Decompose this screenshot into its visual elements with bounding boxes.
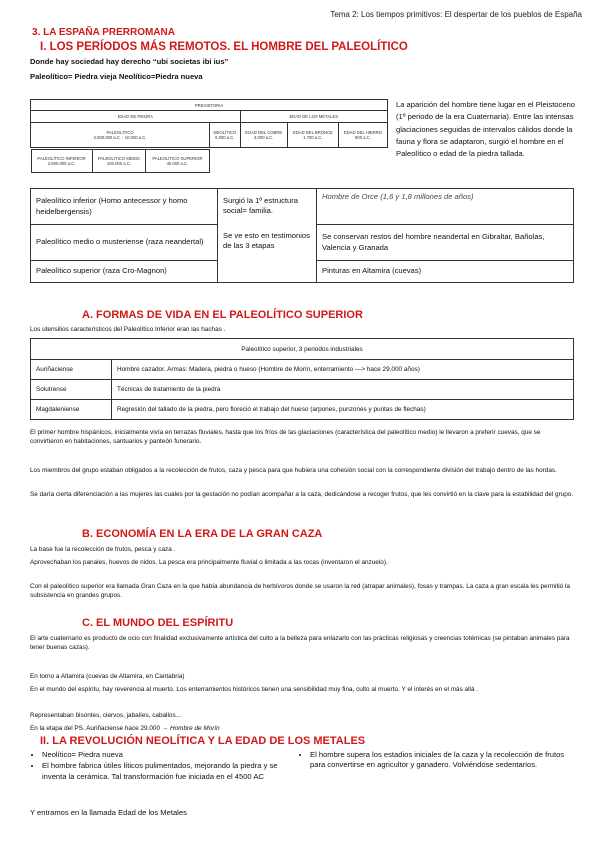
timeline-paleo-superior: PALEOLÍTICO SUPERIOR 40.000 a.C. (146, 150, 209, 173)
timeline-paleo-subdivisions (31, 147, 210, 175)
timeline-paleolithic: PALEOLÍTICO 2.500.000 a.C. - 10.000 a.C. (31, 122, 210, 147)
section-a-intro: Los utensilios característicos del Paleolítico Inferior eran las hachas . (30, 326, 226, 333)
industry-solutrean-desc: Técnicas de tratamiento de la piedra (112, 380, 574, 400)
section-b-line-2: Aprovechaban los panales, huevos de nidos. La pesca era principalmente fluvial o limitada a las rocas (inventaron el anzuelo). (30, 559, 388, 566)
neolithic-bullet-3: • El hombre supera los estadios iniciales de la caza y la recolección de frutos para convertirse en agricultor y ganadero. Volviéndose sedentarios. (310, 750, 578, 771)
timeline-neolithic: NEOLÍTICO 6.000 a.C. (210, 122, 240, 147)
industry-solutrean: Solutrense (31, 380, 112, 400)
section-a-title: A. FORMAS DE VIDA EN EL PALEOLÍTICO SUPERIOR (82, 309, 363, 321)
intro-line-1: Donde hay sociedad hay derecho “ubi societas ibi ius” (30, 57, 229, 66)
timeline-iron: EDAD DEL HIERRO 800 a.C. (338, 122, 387, 147)
timeline-paleo-medio: PALEOLÍTICO MEDIO 100.000 a.C. (92, 150, 146, 173)
section-1-title: I. LOS PERÍODOS MÁS REMOTOS. EL HOMBRE DEL PALEOLÍTICO (40, 41, 408, 53)
remains-superior: Pinturas en Altamira (cuevas) (317, 261, 574, 283)
closing-line: Y entramos en la llamada Edad de los Metales (30, 808, 187, 817)
section-b-title: B. ECONOMÍA EN LA ERA DE LA GRAN CAZA (82, 528, 323, 540)
intro-line-2: Paleolítico= Piedra vieja Neolítico=Piedra nueva (30, 72, 203, 81)
industries-title: Paleolítico superior, 3 periodos industriales (31, 339, 574, 360)
remains-inferior: Hombre de Orce (1,6 y 1,8 millones de años) (317, 189, 574, 225)
section-2-title: II. LA REVOLUCIÓN NEOLÍTICA Y LA EDAD DE LOS METALES (40, 735, 366, 747)
neolithic-right-list (296, 750, 578, 772)
industry-aurignacian: Auriñaciense (31, 360, 112, 380)
page-header: Tema 2: Los tiempos primitivos: El despertar de los pueblos de España (330, 10, 582, 19)
period-inferior: Paleolítico inferior (Homo antecessor y homo heidelbergensis) (31, 189, 218, 225)
neolithic-bullet-2: • El hombre fabrica útiles líticos pulimentados, mejorando la piedra y se inventa la cerámica. Tal transformación fue iniciada en el 4500 AC (42, 761, 284, 782)
social-structure-note: Surgió la 1º estructura social= familia. Se ve esto en testimonios de las 3 etapas (218, 189, 317, 283)
pleistocene-note: La aparición del hombre tiene lugar en el Pleistoceno (1º periodo de la era Cuaternaria). Entre las intensas glaciaciones seguidas de intervalos cálidos donde la fauna y flora se adaptaron, surgió el hombre en el Paleolítico o edad de la piedra tallada. (396, 100, 575, 159)
timeline-metal-age: EDAD DE LOS METALES (240, 111, 387, 122)
timeline-bronze: EDAD DEL BRONCE 1.700 a.C. (287, 122, 338, 147)
period-medio: Paleolítico medio o musteriense (raza neandertal) (31, 225, 218, 261)
prehistory-timeline (30, 99, 388, 175)
industry-aurignacian-desc: Hombre cazador. Armas: Madera, piedra o hueso (Hombre de Morín, enterramiento —> hace 29.000 años) (112, 360, 574, 380)
industry-magdalenian: Magdaleniense (31, 400, 112, 420)
periods-table (30, 188, 574, 283)
period-superior: Paleolítico superior (raza Cro-Magnon) (31, 261, 218, 283)
section-c-line-3: Representaban bisontes, ciervos, jabalíes, caballos… (30, 712, 183, 719)
main-title: 3. LA ESPAÑA PRERROMANA (32, 27, 175, 38)
timeline-title: PREHISTORIA (31, 100, 388, 111)
industries-table (30, 338, 574, 420)
section-a-paragraph-3: Se daría cierta diferenciación a las mujeres las cuales por la gestación no podían acompañar a la caza, dedicándose a recoger frutos, que les convirtió en la clave para la estabilidad del grupo. (30, 491, 574, 498)
section-c-paragraph-1: El arte cuaternario es producto de ocio con finalidad exclusivamente artística del culto a la belleza para enlazarlo con las prácticas religiosas y creencias totémicas (se pintaban animales para tener buenas cazas). (30, 635, 570, 652)
timeline-copper: EDAD DEL COBRE 3.000 a.C. (240, 122, 287, 147)
remains-medio: Se conservan restos del hombre neandertal en Gibraltar, Bañolas, Valencia y Granada (317, 225, 574, 261)
section-a-paragraph-2: Los miembros del grupo estaban obligados a la recolección de frutos, caza y pesca para que hubiera una cohesión social con la correspondiente división del trabajo dentro de las hordas. (30, 467, 557, 474)
timeline-stone-age: EDAD DE PIEDRA (31, 111, 241, 122)
neolithic-bullet-1: • Neolítico= Piedra nueva (42, 750, 284, 760)
section-c-line-4: En la etapa del PS. Auriñaciense hace 29.000 → Hombre de Morín (30, 725, 220, 732)
industry-magdalenian-desc: Regresión del tallado de la piedra, pero floreció el trabajo del hueso (arpones, punzones y puntas de flechas) (112, 400, 574, 420)
section-b-paragraph-2: Con el paleolítico superior era llamada Gran Caza en la que había abundancia de herbívoros donde se usaron la red (atrapar animales), fosas y trampas. La caza a gran escala les permitió la subsistencia en grandes grupos. (30, 583, 570, 600)
section-c-line-2: En el mundo del espíritu, hay reverencia al muerto. Los enterramientos históricos tienen una sensibilidad muy fina, culto al muerto. Y el interés en el más allá . (30, 686, 479, 693)
neolithic-left-list (28, 750, 284, 783)
section-b-line-1: La base fue la recolección de frutos, pesca y caza . (30, 546, 176, 553)
section-c-line-1: En torno a Altamira (cuevas de Altamira, en Cantabria) (30, 673, 185, 680)
timeline-paleo-inferior: PALEOLÍTICO INFERIOR 2.500.000 a.C. (31, 150, 92, 173)
section-a-paragraph-1: El primer hombre hispánicos, inicialmente vivía en terrazas fluviales, hasta que los fríos de las glaciaciones (característica del paleolítico medio) le llevaron a preferir cuevas, que se convirtieron en habitaciones, santuarios y panteón funerario. (30, 429, 541, 446)
section-c-title: C. EL MUNDO DEL ESPÍRITU (82, 617, 234, 629)
